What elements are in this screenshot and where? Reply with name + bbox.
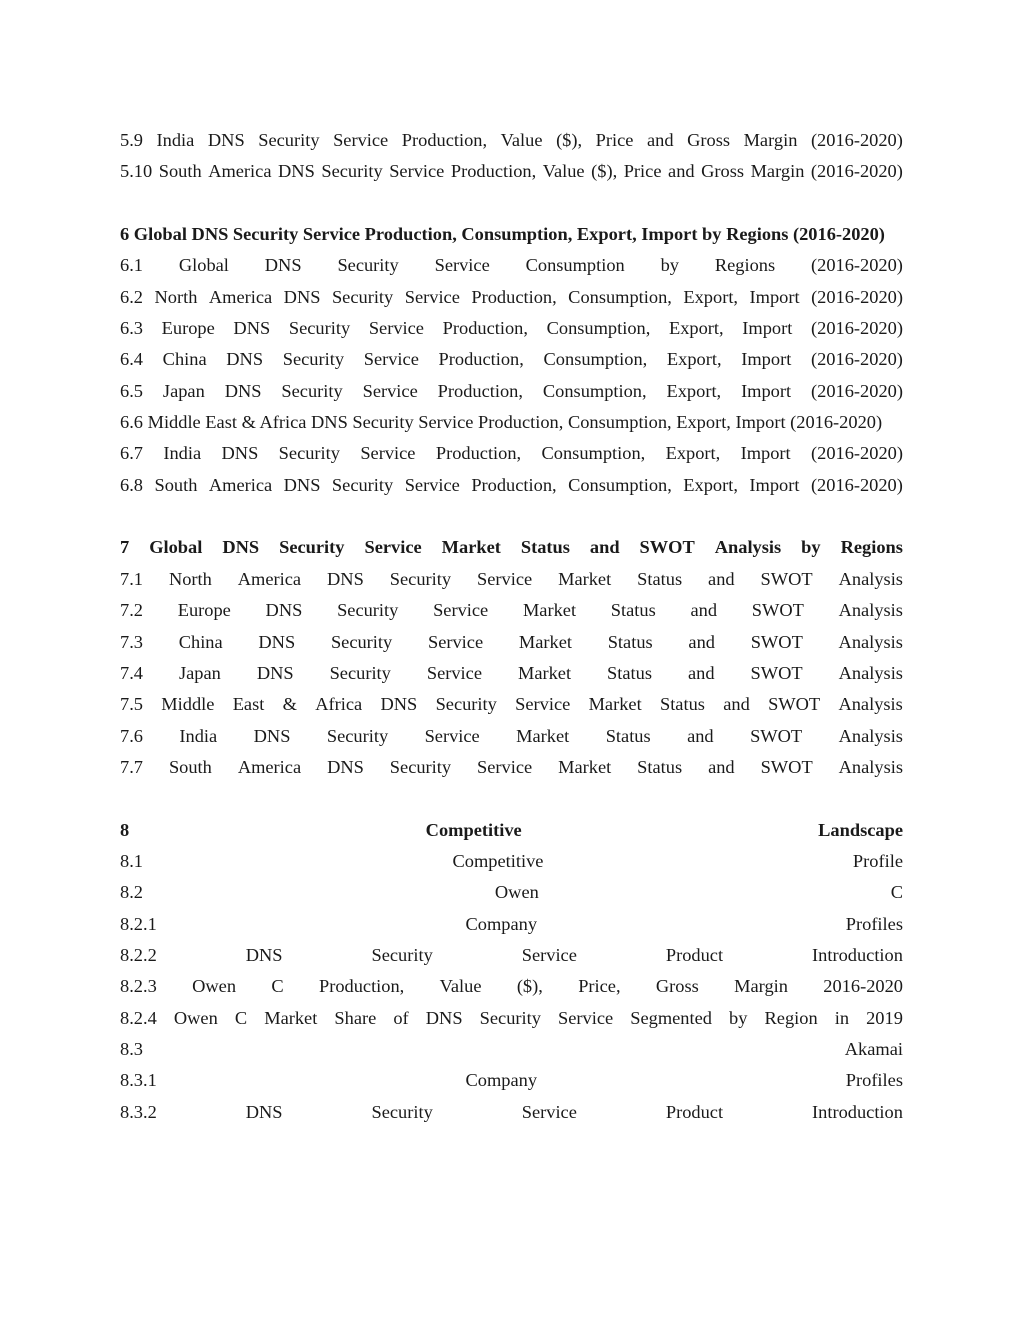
word: Security <box>337 600 399 621</box>
word: SWOT <box>750 725 803 746</box>
word: Security <box>281 380 343 401</box>
toc-entry-7-2 <box>120 595 903 626</box>
word: SWOT <box>639 537 695 558</box>
word: Share <box>334 1007 377 1028</box>
section-gap <box>120 188 903 219</box>
word: Production, <box>471 286 557 307</box>
toc-entry-8-3-2 <box>120 1097 903 1128</box>
word: DNS <box>222 537 260 558</box>
word: Service <box>364 537 422 558</box>
word: Service <box>333 130 389 150</box>
word: Service <box>368 318 424 339</box>
word: Service <box>521 1101 577 1122</box>
word: Consumption, <box>546 318 651 339</box>
word: Competitive <box>452 850 544 871</box>
word: Import <box>742 318 793 339</box>
word: Owen <box>192 976 237 997</box>
word: DNS <box>327 756 364 777</box>
word: Margin <box>750 161 805 182</box>
word: Analysis <box>838 568 903 589</box>
word: Europe <box>161 318 215 339</box>
word: 7.6 <box>120 725 143 746</box>
word: SWOT <box>750 662 803 683</box>
word: Regions <box>714 255 776 276</box>
word: 7.2 <box>120 600 143 621</box>
word: SWOT <box>768 694 821 715</box>
word: Consumption <box>525 255 625 276</box>
word: America <box>208 474 273 495</box>
word: Analysis <box>838 600 903 621</box>
word: Security <box>479 1007 541 1028</box>
word: Gross <box>655 976 699 997</box>
word: Status <box>605 725 651 746</box>
word: (2016-2020) <box>810 130 903 150</box>
word: China <box>178 631 223 652</box>
word: South <box>158 161 202 182</box>
word: Market <box>558 568 612 589</box>
word: Consumption, <box>543 349 648 370</box>
toc-entry-6-6: 6.6 Middle East & Africa DNS Security Service Production, Consumption, Export, Import (2016-2020) <box>120 412 883 433</box>
toc-entry-7-6 <box>120 721 903 752</box>
word: Service <box>363 349 419 370</box>
word: America <box>237 756 302 777</box>
word: Value <box>500 130 543 150</box>
word: Analysis <box>838 694 903 715</box>
word: North <box>168 568 212 589</box>
word: ($), <box>591 161 618 182</box>
word: Security <box>330 631 393 652</box>
toc-entry-6-5 <box>120 376 903 407</box>
word: DNS <box>253 725 291 746</box>
toc-entry-7-1 <box>120 564 903 595</box>
word: Introduction <box>812 1101 903 1122</box>
word: 8.2.4 <box>120 1007 157 1028</box>
word: and <box>708 756 735 777</box>
word: (2016-2020) <box>811 255 903 276</box>
word: Service <box>404 286 460 307</box>
section-heading-7 <box>120 532 903 563</box>
word: Production, <box>450 161 537 182</box>
word: and <box>690 600 718 621</box>
word: DNS <box>265 600 303 621</box>
word: DNS <box>245 944 283 965</box>
word: Status <box>659 694 705 715</box>
word: 8.2.2 <box>120 944 157 965</box>
word: Landscape <box>818 819 903 840</box>
word: and <box>723 694 750 715</box>
word: Introduction <box>812 944 903 965</box>
word: Production, <box>435 443 522 464</box>
toc-entry-8-3-1 <box>120 1065 903 1096</box>
toc-entry-7-7 <box>120 752 903 783</box>
word: Product <box>665 1101 724 1122</box>
word: Analysis <box>714 537 782 558</box>
word: Service <box>477 756 533 777</box>
word: Security <box>389 756 452 777</box>
word: by <box>729 1007 748 1028</box>
word: South <box>154 474 198 495</box>
word: 8.3.1 <box>120 1070 157 1091</box>
word: DNS <box>264 255 302 276</box>
word: (2016-2020) <box>811 318 903 339</box>
word: DNS <box>283 474 321 495</box>
word: Consumption, <box>568 474 672 495</box>
word: DNS <box>278 161 315 182</box>
toc-entry-7-3 <box>120 627 903 658</box>
word: 7.7 <box>120 756 143 777</box>
word: Japan <box>162 380 205 401</box>
word: (2016-2020) <box>811 443 903 464</box>
word: Market <box>516 725 570 746</box>
word: Security <box>326 725 389 746</box>
word: 8.1 <box>120 850 143 871</box>
word: DNS <box>233 318 271 339</box>
section-heading-6: 6 Global DNS Security Service Production, Consumption, Export, Import by Regions (2016-2020) <box>120 224 885 245</box>
word: Status <box>637 568 683 589</box>
word: SWOT <box>751 600 804 621</box>
word: Gross <box>687 130 731 150</box>
word: DNS <box>221 443 259 464</box>
word: North <box>154 286 198 307</box>
toc-entry-7-5 <box>120 689 903 720</box>
word: America <box>208 286 273 307</box>
word: Global <box>149 537 203 558</box>
word: 8 <box>120 819 130 840</box>
word: Security <box>321 161 383 182</box>
word: DNS <box>425 1007 463 1028</box>
word: India <box>179 725 218 746</box>
word: 6.4 <box>120 349 143 370</box>
word: Service <box>426 662 482 683</box>
word: and <box>668 161 695 182</box>
word: Security <box>331 474 394 495</box>
word: Status <box>520 537 570 558</box>
word: by <box>801 537 821 558</box>
toc-entry-7-4 <box>120 658 903 689</box>
word: 6.1 <box>120 255 143 276</box>
word: Export, <box>666 380 722 401</box>
word: and <box>589 537 620 558</box>
toc-entry-8-1 <box>120 846 903 877</box>
word: SWOT <box>760 756 813 777</box>
word: DNS <box>245 1101 283 1122</box>
word: Region <box>764 1007 818 1028</box>
section-heading-8 <box>120 815 903 846</box>
word: Market <box>522 600 577 621</box>
word: Consumption, <box>568 286 672 307</box>
word: Consumption, <box>541 443 646 464</box>
word: Profile <box>852 850 903 871</box>
word: Security <box>278 443 340 464</box>
word: 2019 <box>866 1007 903 1028</box>
word: 8.3 <box>120 1038 143 1059</box>
word: Service <box>558 1007 614 1028</box>
word: Production, <box>401 130 488 150</box>
word: (2016-2020) <box>810 349 903 370</box>
word: Production, <box>318 976 405 997</box>
word: Company <box>465 913 538 934</box>
word: Market <box>441 537 501 558</box>
section-gap <box>120 783 903 814</box>
word: Security <box>288 318 351 339</box>
word: Margin <box>743 130 798 150</box>
word: Export, <box>666 349 722 370</box>
word: ($), <box>556 130 583 150</box>
word: Service <box>515 694 571 715</box>
word: 7.1 <box>120 568 143 589</box>
word: Profiles <box>845 913 903 934</box>
word: Production, <box>471 474 557 495</box>
word: Service <box>434 255 490 276</box>
toc-entry-6-8 <box>120 470 903 501</box>
word: and <box>708 568 735 589</box>
word: Import <box>749 474 800 495</box>
toc-entry-6-7 <box>120 438 903 469</box>
word: ($), <box>516 976 543 997</box>
word: Service <box>362 380 418 401</box>
word: Service <box>424 725 480 746</box>
word: and <box>687 725 714 746</box>
word: & <box>282 694 297 715</box>
word: 7.5 <box>120 694 143 715</box>
word: Analysis <box>838 756 903 777</box>
word: 5.9 <box>120 130 143 150</box>
word: Market <box>588 694 642 715</box>
word: 7.3 <box>120 631 143 652</box>
word: DNS <box>226 349 264 370</box>
word: Security <box>258 130 320 150</box>
toc-entry-8-3 <box>120 1034 903 1065</box>
toc-entry-8-2-3 <box>120 971 903 1002</box>
word: Analysis <box>838 662 903 683</box>
word: America <box>208 161 272 182</box>
word: Security <box>389 568 452 589</box>
word: Segmented <box>630 1007 712 1028</box>
word: 6.3 <box>120 318 143 339</box>
word: America <box>237 568 302 589</box>
word: Service <box>477 568 533 589</box>
word: Europe <box>177 600 231 621</box>
word: Service <box>404 474 460 495</box>
word: DNS <box>207 130 245 150</box>
word: Market <box>518 631 572 652</box>
word: (2016-2020) <box>810 474 903 495</box>
word: Owen <box>173 1007 218 1028</box>
word: 6.5 <box>120 380 143 401</box>
word: Market <box>517 662 572 683</box>
word: Security <box>279 537 345 558</box>
word: Service <box>360 443 416 464</box>
word: C <box>234 1007 248 1028</box>
word: Middle <box>161 694 215 715</box>
word: Margin <box>734 976 788 997</box>
word: DNS <box>256 662 294 683</box>
word: Service <box>389 161 445 182</box>
word: China <box>162 349 207 370</box>
word: 8.3.2 <box>120 1101 157 1122</box>
word: Status <box>607 631 653 652</box>
word: Market <box>558 756 612 777</box>
word: Service <box>427 631 484 652</box>
word: 8.2.3 <box>120 976 157 997</box>
word: Security <box>435 694 497 715</box>
toc-entry-8-2-1 <box>120 909 903 940</box>
toc-entry-6-3 <box>120 313 903 344</box>
word: Security <box>371 944 433 965</box>
word: DNS <box>327 568 364 589</box>
word: Value <box>439 976 482 997</box>
word: Security <box>371 1101 433 1122</box>
toc-entry-5-9 <box>120 125 903 156</box>
word: Japan <box>178 662 221 683</box>
word: Service <box>521 944 577 965</box>
word: Profiles <box>845 1070 903 1091</box>
word: Product <box>665 944 724 965</box>
word: SWOT <box>760 568 813 589</box>
document-page <box>120 125 903 1128</box>
word: Price <box>595 130 634 150</box>
toc-entry-8-2 <box>120 877 903 908</box>
word: Price, <box>578 976 621 997</box>
toc-entry-5-10 <box>120 156 903 187</box>
word: South <box>168 756 212 777</box>
word: DNS <box>380 694 418 715</box>
word: East <box>232 694 265 715</box>
word: 6.8 <box>120 474 143 495</box>
word: 2016-2020 <box>823 976 903 997</box>
word: 5.10 <box>120 161 153 182</box>
word: Export, <box>668 318 724 339</box>
toc-entry-8-2-2 <box>120 940 903 971</box>
word: Import <box>749 286 800 307</box>
word: Security <box>329 662 391 683</box>
toc-entry-6-1 <box>120 250 903 281</box>
word: Import <box>741 349 792 370</box>
word: and <box>688 631 715 652</box>
word: by <box>660 255 679 276</box>
word: 6.2 <box>120 286 143 307</box>
word: Company <box>465 1070 538 1091</box>
word: Status <box>607 662 653 683</box>
word: Competitive <box>425 819 522 840</box>
word: Gross <box>701 161 745 182</box>
word: Consumption, <box>542 380 647 401</box>
word: Global <box>178 255 229 276</box>
word: Owen <box>494 882 539 903</box>
word: DNS <box>258 631 296 652</box>
word: DNS <box>283 286 321 307</box>
word: C <box>890 882 903 903</box>
toc-entry-6-4 <box>120 344 903 375</box>
word: in <box>834 1007 850 1028</box>
word: and <box>647 130 674 150</box>
word: Analysis <box>838 631 903 652</box>
word: (2016-2020) <box>810 161 903 182</box>
section-gap <box>120 501 903 532</box>
word: Analysis <box>838 725 903 746</box>
word: 6.7 <box>120 443 143 464</box>
word: Market <box>264 1007 318 1028</box>
word: Production, <box>437 380 523 401</box>
word: Production, <box>438 349 524 370</box>
word: Export, <box>665 443 721 464</box>
word: Production, <box>442 318 528 339</box>
word: Import <box>740 443 791 464</box>
word: Price <box>623 161 662 182</box>
word: Status <box>610 600 656 621</box>
word: (2016-2020) <box>811 286 903 307</box>
word: India <box>156 130 195 150</box>
toc-entry-8-2-4 <box>120 1003 903 1034</box>
word: Regions <box>840 537 903 558</box>
word: India <box>163 443 202 464</box>
word: of <box>393 1007 409 1028</box>
word: (2016-2020) <box>811 380 903 401</box>
toc-entry-6-2 <box>120 282 903 313</box>
word: Service <box>433 600 489 621</box>
word: 8.2 <box>120 882 143 903</box>
word: Value <box>542 161 585 182</box>
word: 7.4 <box>120 662 143 683</box>
word: Akamai <box>844 1038 903 1059</box>
word: Security <box>282 349 345 370</box>
word: Security <box>331 286 394 307</box>
word: Import <box>741 380 792 401</box>
word: C <box>271 976 284 997</box>
word: Africa <box>315 694 363 715</box>
word: Export, <box>683 286 739 307</box>
word: DNS <box>224 380 262 401</box>
word: Security <box>337 255 399 276</box>
word: 8.2.1 <box>120 913 157 934</box>
word: SWOT <box>750 631 803 652</box>
word: and <box>687 662 715 683</box>
word: 7 <box>120 537 130 558</box>
word: Export, <box>683 474 738 495</box>
word: Status <box>637 756 683 777</box>
